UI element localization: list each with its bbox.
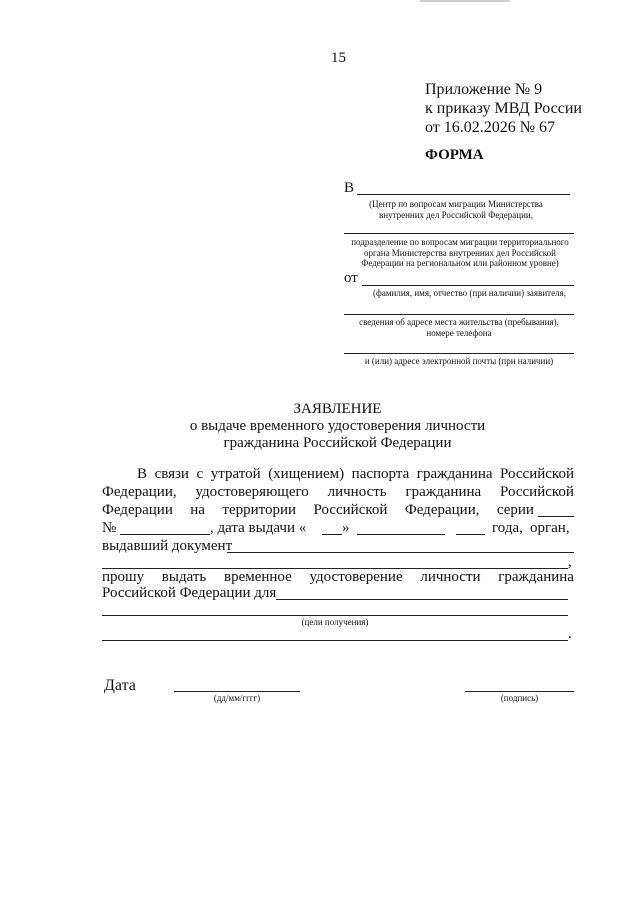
document-title <box>0 401 640 452</box>
issue-year-field[interactable] <box>456 534 485 535</box>
to-field-line[interactable] <box>357 194 570 195</box>
issuer-label: выдавший документ <box>102 538 233 554</box>
body-line-1 <box>137 466 574 483</box>
body-word: гражданина <box>405 484 482 500</box>
appendix-line-2: к приказу МВД России <box>425 100 582 117</box>
number-field[interactable] <box>120 534 210 535</box>
issuer-line-comma: , <box>568 554 572 570</box>
signature-field[interactable] <box>465 691 574 692</box>
body-word: на <box>190 502 205 518</box>
body-word: прошу <box>102 569 145 585</box>
body-word: личности <box>420 569 481 585</box>
body-word: (хищением) <box>268 466 345 482</box>
issuer-field[interactable] <box>227 552 574 553</box>
from-prefix: от <box>344 270 358 286</box>
purpose-field[interactable] <box>276 599 568 600</box>
body-word: временное <box>223 569 292 585</box>
scan-artifact <box>420 0 510 2</box>
body-line-2 <box>102 484 574 501</box>
address-caption-line-1: сведения об адресе места жительства (пребывания), <box>359 317 559 327</box>
page-number: 15 <box>331 50 346 66</box>
issue-date-label: , дата выдачи « <box>210 520 307 536</box>
to-caption-1-line-1: (Центр по вопросам миграции Министерства <box>369 199 543 209</box>
body-word: Российской <box>313 502 388 518</box>
body-word: связи <box>154 466 189 482</box>
body-word: гражданина <box>416 466 493 482</box>
purpose-line-period: . <box>568 626 572 642</box>
body-word: Федерации <box>102 502 173 518</box>
appendix-block <box>425 80 582 137</box>
to-caption-2-line-1: подразделение по вопросам миграции территориального <box>351 237 569 247</box>
issue-day-field[interactable] <box>322 534 342 535</box>
address-caption-line-2: номере телефона <box>426 328 492 338</box>
purpose-caption: (цели получения) <box>301 617 369 627</box>
body-word: выдать <box>161 569 207 585</box>
to-caption-2-line-2: органа Министерства внутренних дел Российской <box>364 247 556 258</box>
to-field-line-2[interactable] <box>344 233 574 234</box>
to-caption-1 <box>366 199 546 221</box>
title-line-3: гражданина Российской Федерации <box>223 435 452 451</box>
title-line-1: ЗАЯВЛЕНИЕ <box>293 401 382 417</box>
body-word: гражданина <box>498 569 574 585</box>
title-line-2: о выдаче временного удостоверения личности <box>189 418 486 434</box>
body-word: Российской <box>500 484 574 500</box>
body-line-7 <box>102 569 574 586</box>
issue-date-close: » <box>342 520 350 536</box>
body-word: паспорта <box>351 466 410 482</box>
body-word: Федерации, <box>102 484 177 500</box>
date-field[interactable] <box>174 691 300 692</box>
appendix-line-3: от 16.02.2026 № 67 <box>425 119 556 136</box>
purpose-label: Российской Федерации для <box>102 585 277 601</box>
issue-month-field[interactable] <box>357 534 445 535</box>
purpose-field-3[interactable] <box>102 640 568 641</box>
from-field-line[interactable] <box>362 285 574 286</box>
appendix-line-1: Приложение № 9 <box>425 81 543 98</box>
email-caption: и (или) адресе электронной почты (при наличии) <box>364 356 554 366</box>
body-word: утратой <box>210 466 261 482</box>
year-label: года, <box>492 520 523 536</box>
to-caption-2-line-3: Федерации на региональном или районном уровне) <box>361 258 559 268</box>
from-caption: (фамилия, имя, отчество (при наличии) заявителя, <box>373 288 566 298</box>
address-caption <box>344 317 574 339</box>
organ-label: орган, <box>530 520 570 536</box>
body-word: удостоверяющего <box>195 484 309 500</box>
email-field-line[interactable] <box>344 353 574 354</box>
body-line-3 <box>102 502 534 519</box>
body-word: Федерации, <box>404 502 480 518</box>
series-field[interactable] <box>538 516 574 517</box>
body-word: с <box>196 466 204 482</box>
signature-caption: (подпись) <box>500 693 539 703</box>
purpose-field-2[interactable] <box>102 615 568 616</box>
to-prefix: В <box>344 180 355 196</box>
body-word: удостоверение <box>309 569 403 585</box>
address-field-line[interactable] <box>344 314 574 315</box>
body-word: В <box>137 466 148 482</box>
body-word: территории <box>222 502 297 518</box>
number-label: № <box>102 520 117 536</box>
form-label: ФОРМА <box>425 147 484 163</box>
date-label: Дата <box>104 677 136 694</box>
to-caption-2 <box>340 237 580 269</box>
body-word: Российской <box>500 466 574 482</box>
body-word: серии <box>496 502 534 518</box>
to-caption-1-line-2: внутренних дел Российской Федерации, <box>379 210 533 220</box>
body-word: личность <box>327 484 387 500</box>
date-caption: (дд/мм/гггг) <box>213 693 261 703</box>
